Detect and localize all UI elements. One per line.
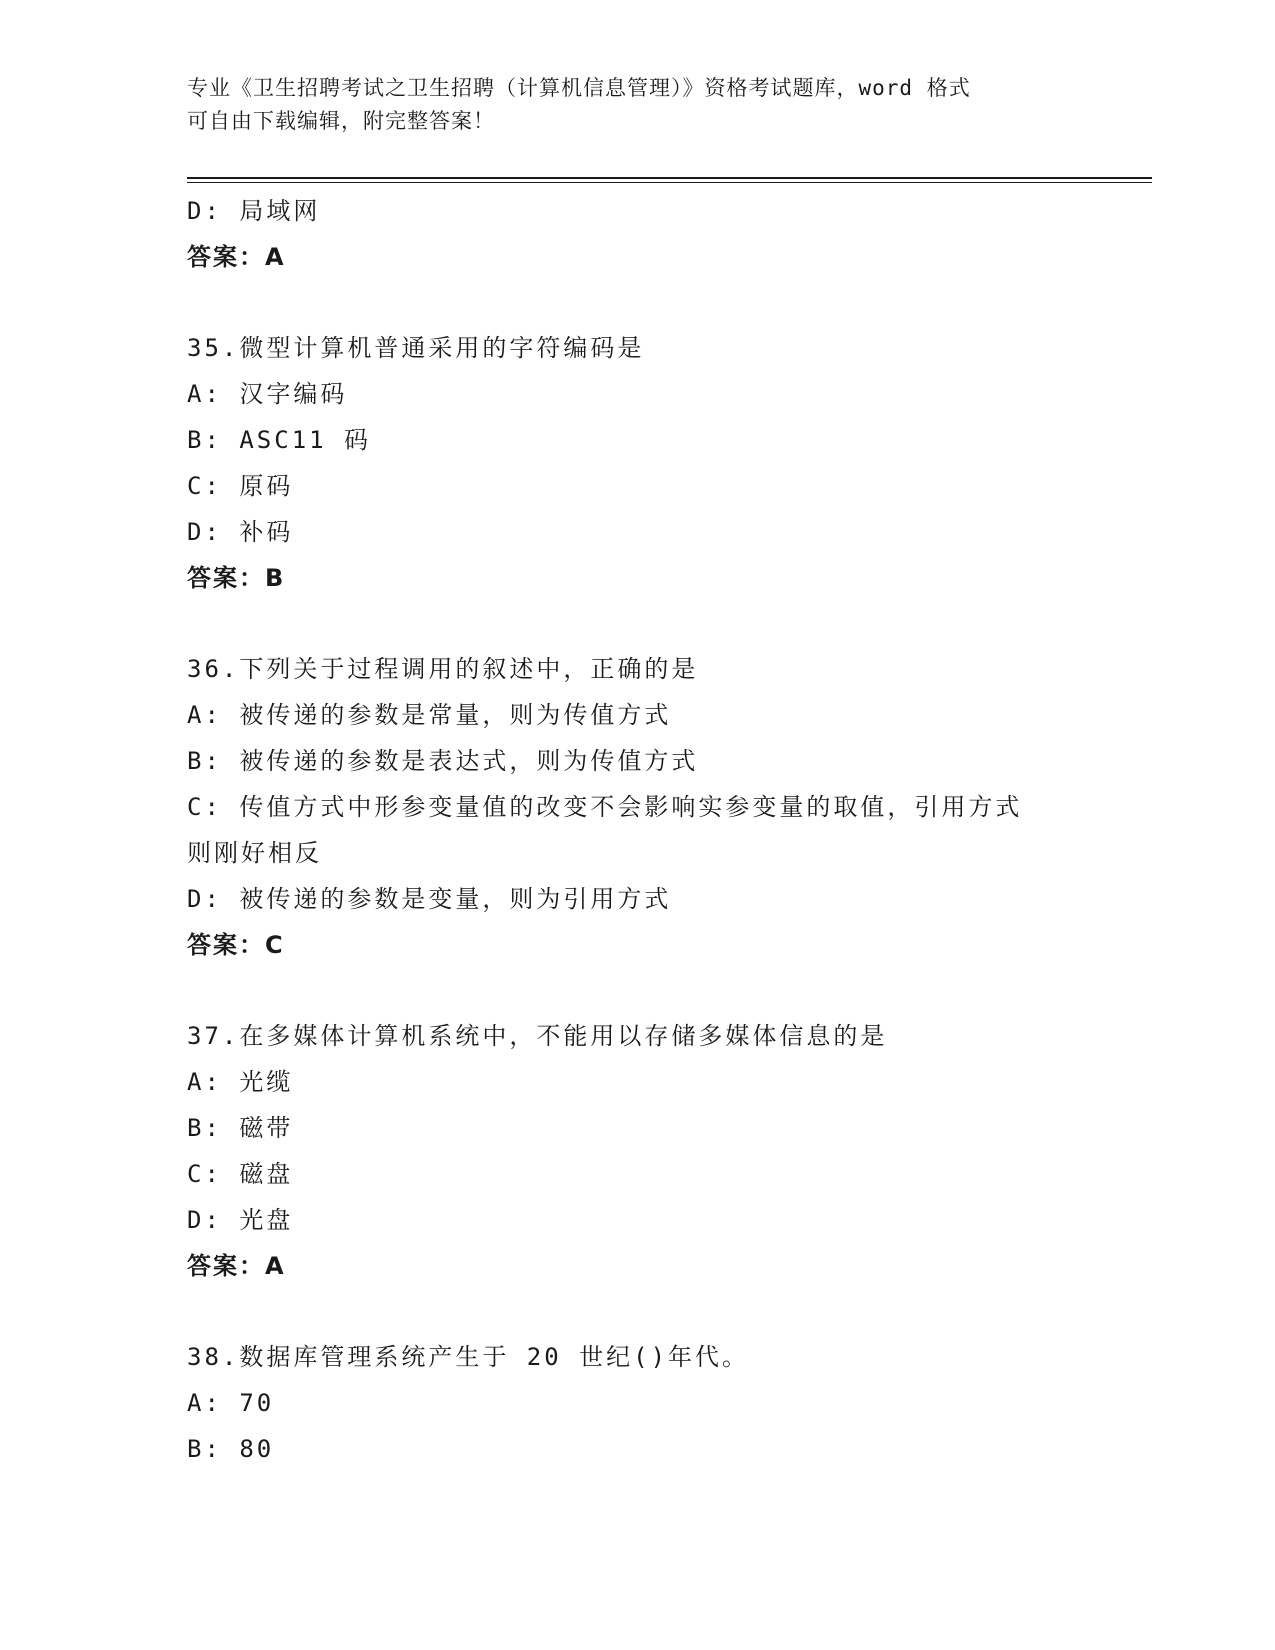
answer-line: 答案：C [187,931,285,959]
option-d: D: 光盘 [187,1206,294,1234]
document-header [187,72,1087,138]
header-line-2: 可自由下载编辑，附完整答案！ [187,109,495,133]
question-stem: 37.在多媒体计算机系统中，不能用以存储多媒体信息的是 [187,1022,888,1050]
option-c: C: 传值方式中形参变量值的改变不会影响实参变量的取值，引用方式 [187,793,1023,821]
answer-line: 答案：A [187,243,286,271]
question-stem: 36.下列关于过程调用的叙述中，正确的是 [187,655,699,683]
header-divider-thin [187,182,1152,183]
question-stem: 38.数据库管理系统产生于 20 世纪()年代。 [187,1343,750,1371]
option-b: B: 磁带 [187,1114,294,1142]
question-37 [187,1013,1087,1289]
option-d: D: 被传递的参数是变量，则为引用方式 [187,885,672,913]
question-36 [187,646,1087,968]
option-a: A: 被传递的参数是常量，则为传值方式 [187,701,672,729]
header-divider-thick [187,177,1152,179]
option-a: A: 70 [187,1389,275,1417]
option-b: B: ASC11 码 [187,426,372,454]
option-a: A: 光缆 [187,1068,294,1096]
option-a: A: 汉字编码 [187,380,348,408]
answer-line: 答案：B [187,564,286,592]
answer-line: 答案：A [187,1252,286,1280]
question-stem: 35.微型计算机普通采用的字符编码是 [187,334,645,362]
option-b: B: 80 [187,1435,275,1463]
header-line-1: 专业《卫生招聘考试之卫生招聘（计算机信息管理）》资格考试题库，word 格式 [187,76,971,100]
option-c: C: 原码 [187,472,294,500]
question-38 [187,1334,1087,1472]
question-35 [187,325,1087,601]
option-c-continued: 则刚好相反 [187,839,322,867]
option-c: C: 磁盘 [187,1160,294,1188]
carryover-block [187,188,1087,280]
option-d: D: 补码 [187,518,294,546]
question-list [187,188,1087,1472]
option-b: B: 被传递的参数是表达式，则为传值方式 [187,747,699,775]
option-d: D: 局域网 [187,197,321,225]
